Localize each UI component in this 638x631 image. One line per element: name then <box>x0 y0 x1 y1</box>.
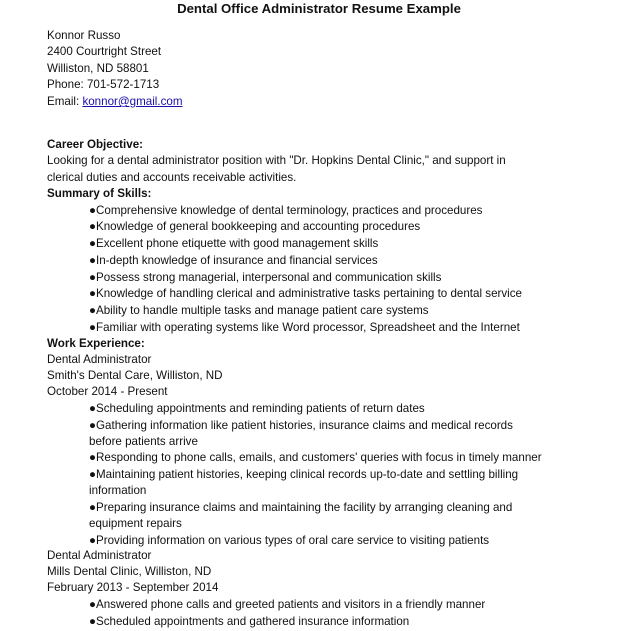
job-duty: ●Providing information on various types of oral care service to visiting patients <box>89 534 490 547</box>
contact-name: Konnor Russo <box>47 29 121 42</box>
work-experience-heading: Work Experience: <box>47 337 145 350</box>
skill-item: ●In-depth knowledge of insurance and financial services <box>89 254 378 267</box>
contact-city: Williston, ND 58801 <box>47 62 149 75</box>
job-duty: ●Answered phone calls and greeted patients and visitors in a friendly manner <box>89 598 486 611</box>
job-duty-continued: equipment repairs <box>89 517 182 530</box>
objective-line-2: clerical duties and accounts receivable activities. <box>47 171 297 184</box>
job-duty: ●Gathering information like patient histories, insurance claims and medical records <box>89 419 513 432</box>
job-duty: ●Responding to phone calls, emails, and customers' queries with focus in timely manner <box>89 451 542 464</box>
job-dates: February 2013 - September 2014 <box>47 581 219 594</box>
objective-line-1: Looking for a dental administrator position with "Dr. Hopkins Dental Clinic," and support in <box>47 154 506 167</box>
job-duty: ●Preparing insurance claims and maintaining the facility by arranging cleaning and <box>89 501 513 514</box>
job-company: Smith's Dental Care, Williston, ND <box>47 369 223 382</box>
skill-item: ●Knowledge of handling clerical and administrative tasks pertaining to dental service <box>89 287 522 300</box>
contact-phone: Phone: 701-572-1713 <box>47 78 160 91</box>
job-duty-continued: information <box>89 484 147 497</box>
skill-item: ●Knowledge of general bookkeeping and accounting procedures <box>89 220 421 233</box>
job-title: Dental Administrator <box>47 549 152 562</box>
contact-email-line <box>47 94 183 110</box>
job-company: Mills Dental Clinic, Williston, ND <box>47 565 212 578</box>
skill-item: ●Familiar with operating systems like Word processor, Spreadsheet and the Internet <box>89 321 520 334</box>
email-link[interactable]: konnor@gmail.com <box>82 95 183 108</box>
skill-item: ●Comprehensive knowledge of dental terminology, practices and procedures <box>89 204 483 217</box>
email-label: Email: <box>47 95 83 108</box>
skills-heading: Summary of Skills: <box>47 187 152 200</box>
job-duty: ●Scheduling appointments and reminding patients of return dates <box>89 402 425 415</box>
career-objective-heading: Career Objective: <box>47 138 144 151</box>
document-title: Dental Office Administrator Resume Example <box>177 1 461 16</box>
job-duty: ●Maintaining patient histories, keeping clinical records up-to-date and settling billing <box>89 468 519 481</box>
contact-street: 2400 Courtright Street <box>47 45 162 58</box>
job-duty-continued: before patients arrive <box>89 435 198 448</box>
skill-item: ●Ability to handle multiple tasks and manage patient care systems <box>89 304 429 317</box>
job-title: Dental Administrator <box>47 353 152 366</box>
job-duty: ●Scheduled appointments and gathered insurance information <box>89 615 410 628</box>
skill-item: ●Excellent phone etiquette with good management skills <box>89 237 379 250</box>
job-dates: October 2014 - Present <box>47 385 168 398</box>
skill-item: ●Possess strong managerial, interpersonal and communication skills <box>89 271 442 284</box>
